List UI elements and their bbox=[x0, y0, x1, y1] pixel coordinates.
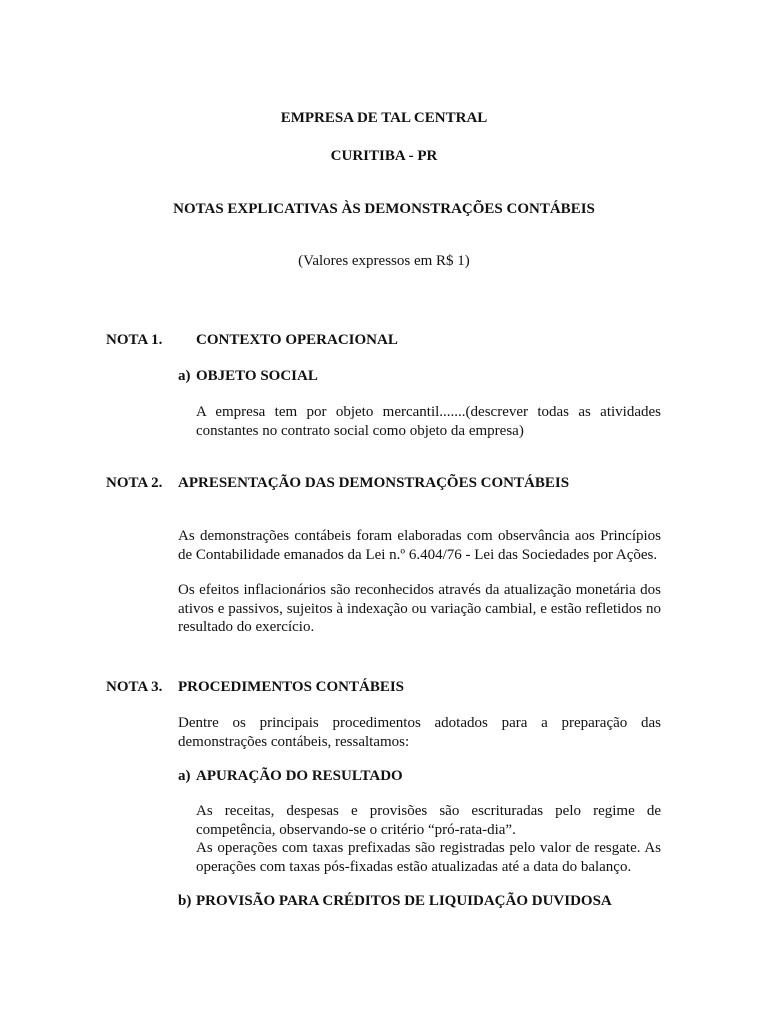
nota-2-heading: APRESENTAÇÃO DAS DEMONSTRAÇÕES CONTÁBEIS bbox=[178, 475, 570, 491]
nota-1-item-a-heading: OBJETO SOCIAL bbox=[196, 368, 318, 384]
nota-2-paragraph-2 bbox=[178, 581, 661, 637]
nota-3-item-a-heading: APURAÇÃO DO RESULTADO bbox=[196, 768, 403, 784]
paragraph-line: ativos e passivos, sujeitos à indexação ou variação cambial, e estão refletidos no bbox=[178, 600, 661, 617]
company-city: CURITIBA - PR bbox=[330, 148, 438, 164]
paragraph-line: de Contabilidade emanados da Lei n.º 6.404/76 - Lei das Sociedades por Ações. bbox=[178, 546, 658, 563]
nota-3-item-b-heading: PROVISÃO PARA CRÉDITOS DE LIQUIDAÇÃO DUVIDOSA bbox=[196, 893, 612, 909]
paragraph-line: demonstrações contábeis, ressaltamos: bbox=[178, 733, 410, 750]
paragraph-line: As operações com taxas prefixadas são registradas pelo valor de resgate. As bbox=[196, 840, 661, 856]
paragraph-line: operações com taxas pós-fixadas estão atualizadas até a data do balanço. bbox=[196, 858, 632, 875]
paragraph-line: As receitas, despesas e provisões são escrituradas pelo regime de bbox=[196, 803, 661, 819]
paragraph-line: As demonstrações contábeis foram elaboradas com observância aos Princípios bbox=[178, 528, 661, 544]
nota-3-item-b-marker: b) bbox=[178, 893, 192, 909]
paragraph-line: competência, observando-se o critério “pró-rata-dia”. bbox=[196, 821, 516, 838]
nota-1-label: NOTA 1. bbox=[106, 332, 163, 348]
document-subtitle: (Valores expressos em R$ 1) bbox=[298, 253, 470, 269]
company-name: EMPRESA DE TAL CENTRAL bbox=[280, 110, 488, 126]
nota-2-paragraph-1 bbox=[178, 527, 661, 564]
paragraph-line: A empresa tem por objeto mercantil.......(descrever todas as atividades bbox=[196, 404, 661, 420]
nota-3-heading: PROCEDIMENTOS CONTÁBEIS bbox=[178, 679, 405, 695]
nota-3-intro-paragraph bbox=[178, 714, 661, 751]
paragraph-line: Dentre os principais procedimentos adotados para a preparação das bbox=[178, 715, 661, 731]
paragraph-line: constantes no contrato social como objeto da empresa) bbox=[196, 422, 524, 439]
nota-3-label: NOTA 3. bbox=[106, 679, 163, 695]
nota-1-item-a-marker: a) bbox=[178, 368, 191, 384]
nota-1-heading: CONTEXTO OPERACIONAL bbox=[196, 332, 398, 348]
nota-3-item-a-marker: a) bbox=[178, 768, 191, 784]
nota-3-item-a-paragraph bbox=[196, 802, 661, 876]
document-title: NOTAS EXPLICATIVAS ÀS DEMONSTRAÇÕES CONTÁBEIS bbox=[173, 201, 595, 217]
paragraph-line: resultado do exercício. bbox=[178, 619, 315, 635]
nota-2-label: NOTA 2. bbox=[106, 475, 163, 491]
nota-1-item-a-paragraph bbox=[196, 403, 661, 440]
paragraph-line: Os efeitos inflacionários são reconhecidos através da atualização monetária dos bbox=[178, 582, 661, 598]
